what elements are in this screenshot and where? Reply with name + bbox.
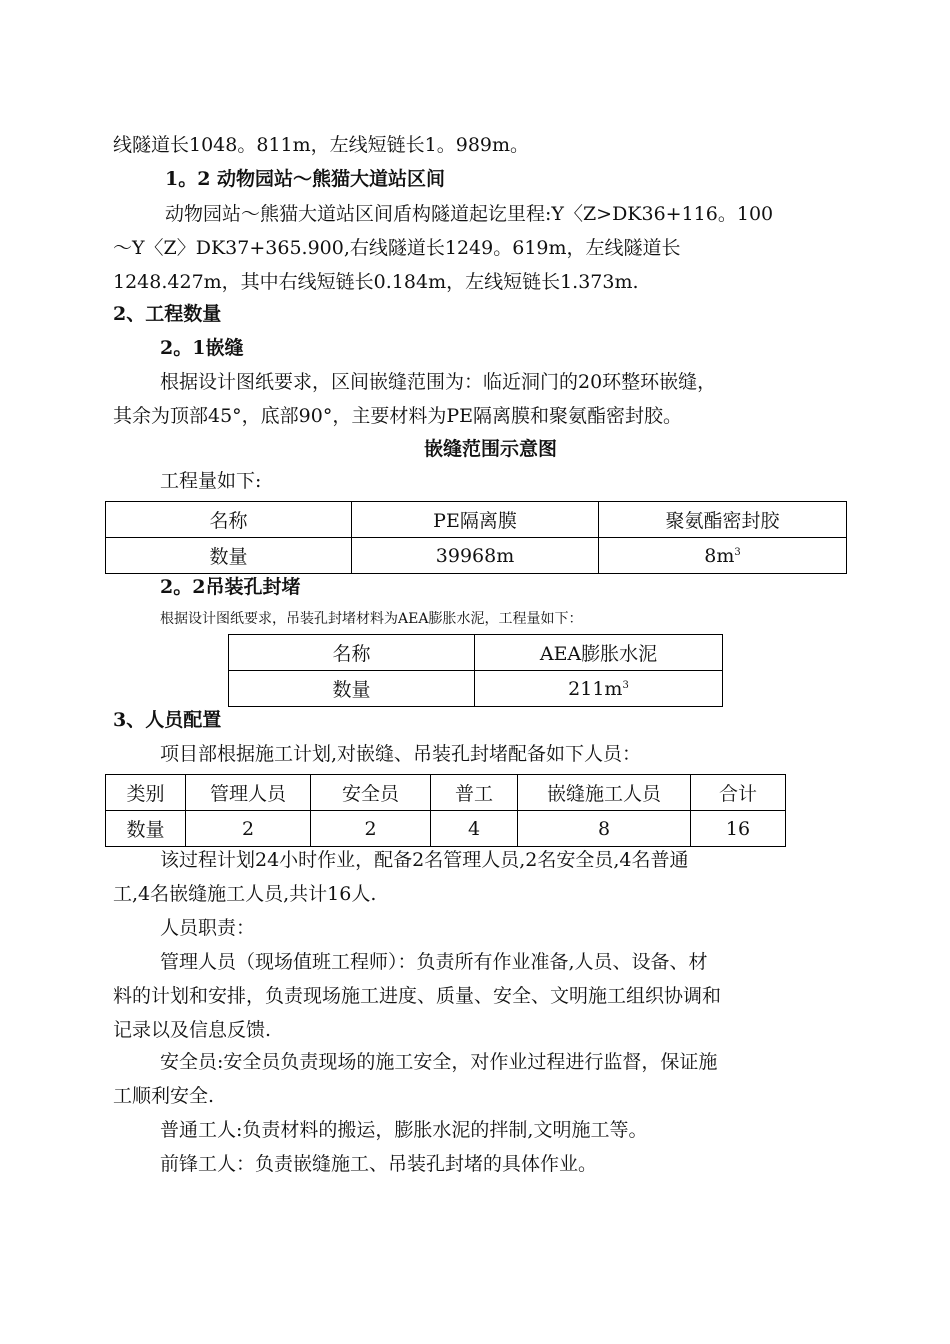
table-cell: 16: [691, 811, 786, 847]
sealant-value-cell: [599, 538, 847, 574]
quantity-intro: 工程量如下:: [160, 470, 262, 492]
paragraph-1-2-line2: ～Y〈Z〉DK37+365.900,右线隧道长1249。619m，左线隧道长: [113, 237, 681, 259]
table-header-cell: 名称: [106, 502, 352, 538]
section-heading-2-2: 2。2吊装孔封堵: [160, 576, 301, 598]
table-cell: 2: [186, 811, 311, 847]
table-header-cell: PE隔离膜: [352, 502, 599, 538]
table-header-cell: 合计: [691, 775, 786, 811]
table-header-row: [229, 635, 723, 671]
duty-management-line3: 记录以及信息反馈.: [113, 1019, 272, 1041]
paragraph-1-2-line3: 1248.427m，其中右线短链长0.184m，左线短链长1.373m.: [113, 271, 639, 293]
cement-value-cell: [475, 671, 723, 707]
duty-safety-line2: 工顺利安全.: [113, 1085, 215, 1107]
duty-safety-line1: 安全员:安全员负责现场的施工安全，对作业过程进行监督，保证施: [160, 1051, 718, 1073]
table-header-row: [106, 502, 847, 538]
table-header-cell: 聚氨酯密封胶: [599, 502, 847, 538]
table-header-cell: 名称: [229, 635, 475, 671]
duty-management-line1: 管理人员（现场值班工程师）：负责所有作业准备,人员、设备、材: [160, 951, 708, 973]
section-heading-2: 2、工程数量: [113, 303, 222, 325]
section-heading-3: 3、人员配置: [113, 709, 222, 731]
table-header-cell: 管理人员: [186, 775, 311, 811]
unit-superscript: 3: [734, 546, 741, 558]
paragraph-2-1-line2: 其余为顶部45°，底部90°，主要材料为PE隔离膜和聚氨酯密封胶。: [113, 405, 683, 427]
table-row: [229, 671, 723, 707]
table-header-cell: 类别: [106, 775, 186, 811]
paragraph-1-2-line1: 动物园站～熊猫大道站区间盾构隧道起讫里程:Y〈Z>DK36+116。100: [165, 203, 774, 225]
cement-table: [228, 634, 723, 707]
table-header-cell: 安全员: [311, 775, 431, 811]
materials-table: [105, 501, 847, 574]
paragraph-3-plan-line2: 工,4名嵌缝施工人员,共计16人.: [113, 883, 377, 905]
table-row: [106, 538, 847, 574]
paragraph-3-intro: 项目部根据施工计划,对嵌缝、吊装孔封堵配备如下人员：: [160, 743, 642, 765]
table-cell: 4: [431, 811, 518, 847]
unit-superscript: 3: [622, 679, 629, 691]
table-header-cell: 普工: [431, 775, 518, 811]
section-heading-1-2: 1。2 动物园站～熊猫大道站区间: [165, 168, 446, 190]
duty-management-line2: 料的计划和安排，负责现场施工进度、质量、安全、文明施工组织协调和: [113, 985, 722, 1007]
staff-table: [105, 774, 786, 847]
cement-value: 211m: [568, 677, 623, 700]
table-cell: 2: [311, 811, 431, 847]
sealant-value: 8m: [704, 544, 735, 567]
pe-value-cell: 39968m: [352, 538, 599, 574]
figure-caption: 嵌缝范围示意图: [424, 438, 558, 460]
table-cell: 数量: [106, 811, 186, 847]
duties-heading: 人员职责：: [160, 917, 256, 939]
duty-worker: 普通工人:负责材料的搬运，膨胀水泥的拌制,文明施工等。: [160, 1119, 648, 1141]
table-cell: 8: [518, 811, 691, 847]
section-heading-2-1: 2。1嵌缝: [160, 337, 244, 359]
table-header-row: [106, 775, 786, 811]
table-header-cell: AEA膨胀水泥: [475, 635, 723, 671]
paragraph-2-1-line1: 根据设计图纸要求，区间嵌缝范围为：临近洞门的20环整环嵌缝，: [160, 371, 717, 393]
row-label-cell: 数量: [106, 538, 352, 574]
paragraph-3-plan-line1: 该过程计划24小时作业，配备2名管理人员,2名安全员,4名普通: [160, 849, 689, 871]
row-label-cell: 数量: [229, 671, 475, 707]
duty-front-worker: 前锋工人：负责嵌缝施工、吊装孔封堵的具体作业。: [160, 1153, 598, 1175]
paragraph-2-2: 根据设计图纸要求，吊装孔封堵材料为AEA膨胀水泥，工程量如下：: [160, 611, 583, 627]
table-row: [106, 811, 786, 847]
table-header-cell: 嵌缝施工人员: [518, 775, 691, 811]
intro-paragraph: 线隧道长1048。811m，左线短链长1。989m。: [113, 134, 530, 156]
